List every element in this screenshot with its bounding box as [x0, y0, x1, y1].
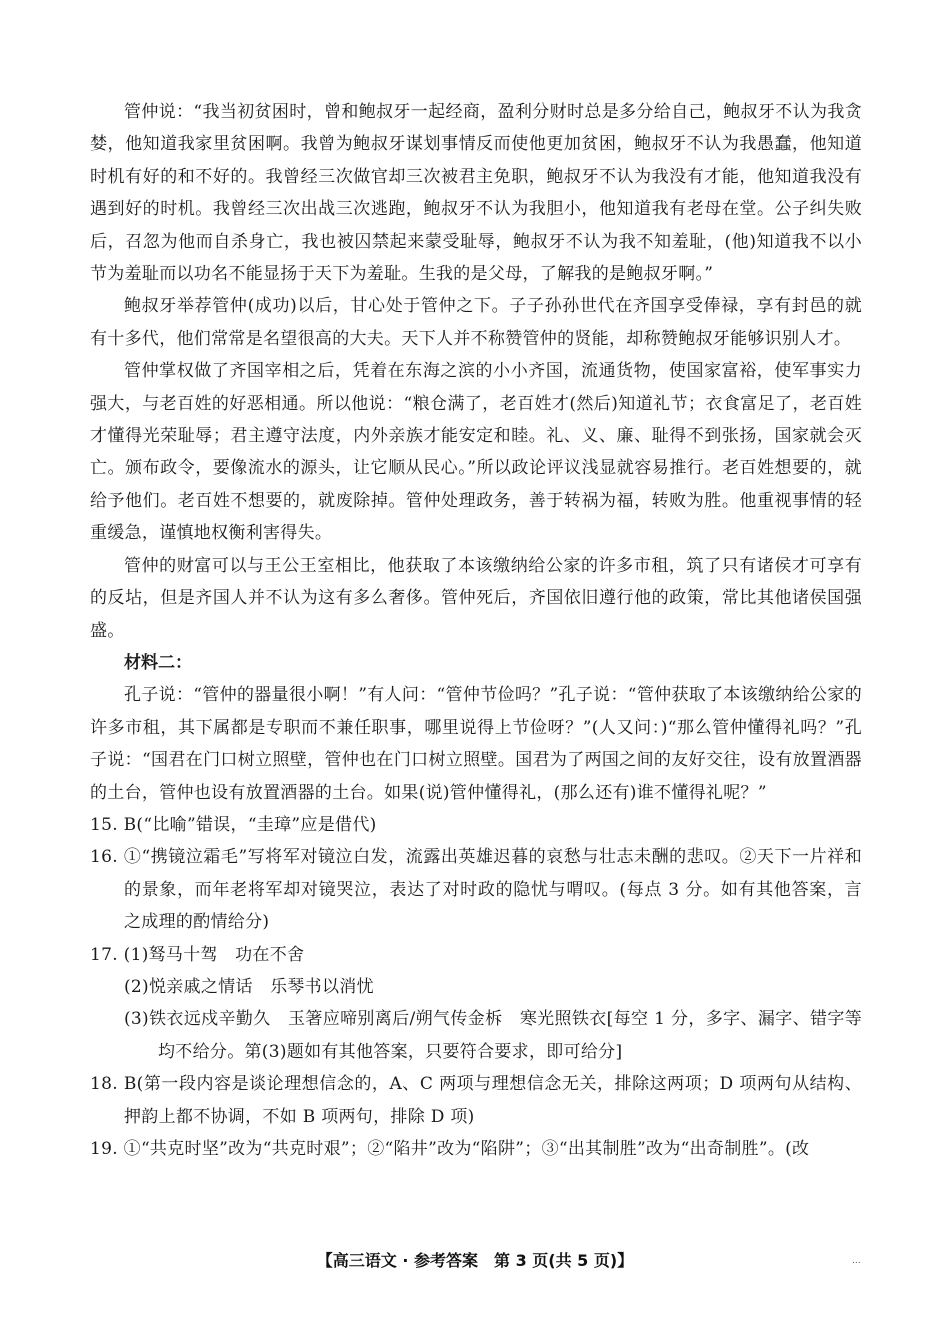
paragraph-guanzhong-speech: 管仲说：“我当初贫困时，曾和鲍叔牙一起经商，盈利分财时总是多分给自己，鲍叔牙不认为我贪婪，他知道我家里贫困啊。我曾为鲍叔牙谋划事情反而使他更加贫困，鲍叔牙不认为我愚蠢，他知道时机有好的和不好的。我曾经三次做官却三次被君主免职，鲍叔牙不认为我没有才能，他知道我没有遇到好的时机。我曾经三次出战三次逃跑，鲍叔牙不认为我胆小，他知道我有老母在堂。公子纠失败后，召忽为他而自杀身亡，我也被囚禁起来蒙受耻辱，鲍叔牙不认为我不知羞耻，(他)知道我不以小节为羞耻而以功名不能显扬于天下为羞耻。生我的是父母，了解我的是鲍叔牙啊。” [90, 102, 862, 285]
answer-list [90, 809, 862, 1165]
paragraph-guanzhong-wealth: 管仲的财富可以与王公王室相比，他获取了本该缴纳给公家的许多市租，筑了只有诸侯才可享有的反坫，但是齐国人并不认为这有多么奢侈。管仲死后，齐国依旧遵行他的政策，常比其他诸侯国强盛。 [90, 555, 862, 641]
answer-17-part-2: (2)悦亲戚之情话 乐琴书以消忧 [124, 976, 374, 997]
answer-19: 19. ①“共克时坚”改为“共克时艰”；②“陷井”改为“陷阱”；③“出其制胜”改为“出奇制胜”。(改 [90, 1139, 810, 1159]
paragraph-guanzhong-chancellor: 管仲掌权做了齐国宰相之后，凭着在东海之滨的小小齐国，流通货物，使国家富裕，使军事实力强大，与老百姓的好恶相通。所以他说：“粮仓满了，老百姓才(然后)知道礼节；衣食富足了，老百姓才懂得光荣耻辱；君主遵守法度，内外亲族才能安定和睦。礼、义、廉、耻得不到张扬，国家就会灭亡。颁布政令，要像流水的源头，让它顺从民心。”所以政论评议浅显就容易推行。老百姓想要的，就给予他们。老百姓不想要的，就废除掉。管仲处理政务，善于转祸为福，转败为胜。他重视事情的轻重缓急，谨慎地权衡利害得失。 [90, 361, 862, 544]
answer-18: 18. B(第一段内容是谈论理想信念的，A、C 两项与理想信念无关，排除这两项；D 项两句从结构、押韵上都不协调，不如 B 项两句，排除 D 项) [90, 1074, 862, 1127]
paragraph-baoshuya-recommend: 鲍叔牙举荐管仲(成功)以后，甘心处于管仲之下。子子孙孙世代在齐国享受俸禄，享有封邑的就有十多代，他们常常是名望很高的大夫。天下人并不称赞管仲的贤能，却称赞鲍叔牙能够识别人才。 [90, 296, 862, 349]
material-one [90, 96, 862, 647]
answer-16: 16. ①“携镜泣霜毛”写将军对镜泣白发，流露出英雄迟暮的哀愁与壮志未酬的悲叹。②天下一片祥和的景象，而年老将军却对镜哭泣，表达了对时政的隐忧与喟叹。(每点 3 分。如有其他答案，言之成理的酌情给分) [90, 847, 862, 933]
page-body [90, 96, 862, 1165]
answer-17: 17. (1)驽马十驾 功在不舍 [90, 944, 305, 965]
material-two [90, 647, 862, 809]
material-two-heading: 材料二： [124, 652, 192, 673]
answer-17-part-3: (3)铁衣远戍辛勤久 玉箸应啼别离后/朔气传金柝 寒光照铁衣[每空 1 分，多字、漏字、错字等均不给分。第(3)题如有其他答案，只要符合要求，即可给分] [124, 1009, 862, 1062]
paragraph-confucius: 孔子说：“管仲的器量很小啊！”有人问：“管仲节俭吗？”孔子说：“管仲获取了本该缴纳给公家的许多市租，其下属都是专职而不兼任职事，哪里说得上节俭呀？”(人又问：)“那么管仲懂得礼吗？”孔子说：“国君在门口树立照壁，管仲也在门口树立照壁。国君为了两国之间的友好交往，设有放置酒器的土台，管仲也设有放置酒器的土台。如果(说)管仲懂得礼，(那么还有)谁不懂得礼呢？” [90, 685, 862, 803]
answer-15: 15. B(“比喻”错误，“圭璋”应是借代) [90, 814, 377, 835]
corner-mark: ... [852, 1256, 861, 1266]
page-footer: 【高三语文 · 参考答案 第 3 页(共 5 页)】 [316, 1251, 634, 1270]
